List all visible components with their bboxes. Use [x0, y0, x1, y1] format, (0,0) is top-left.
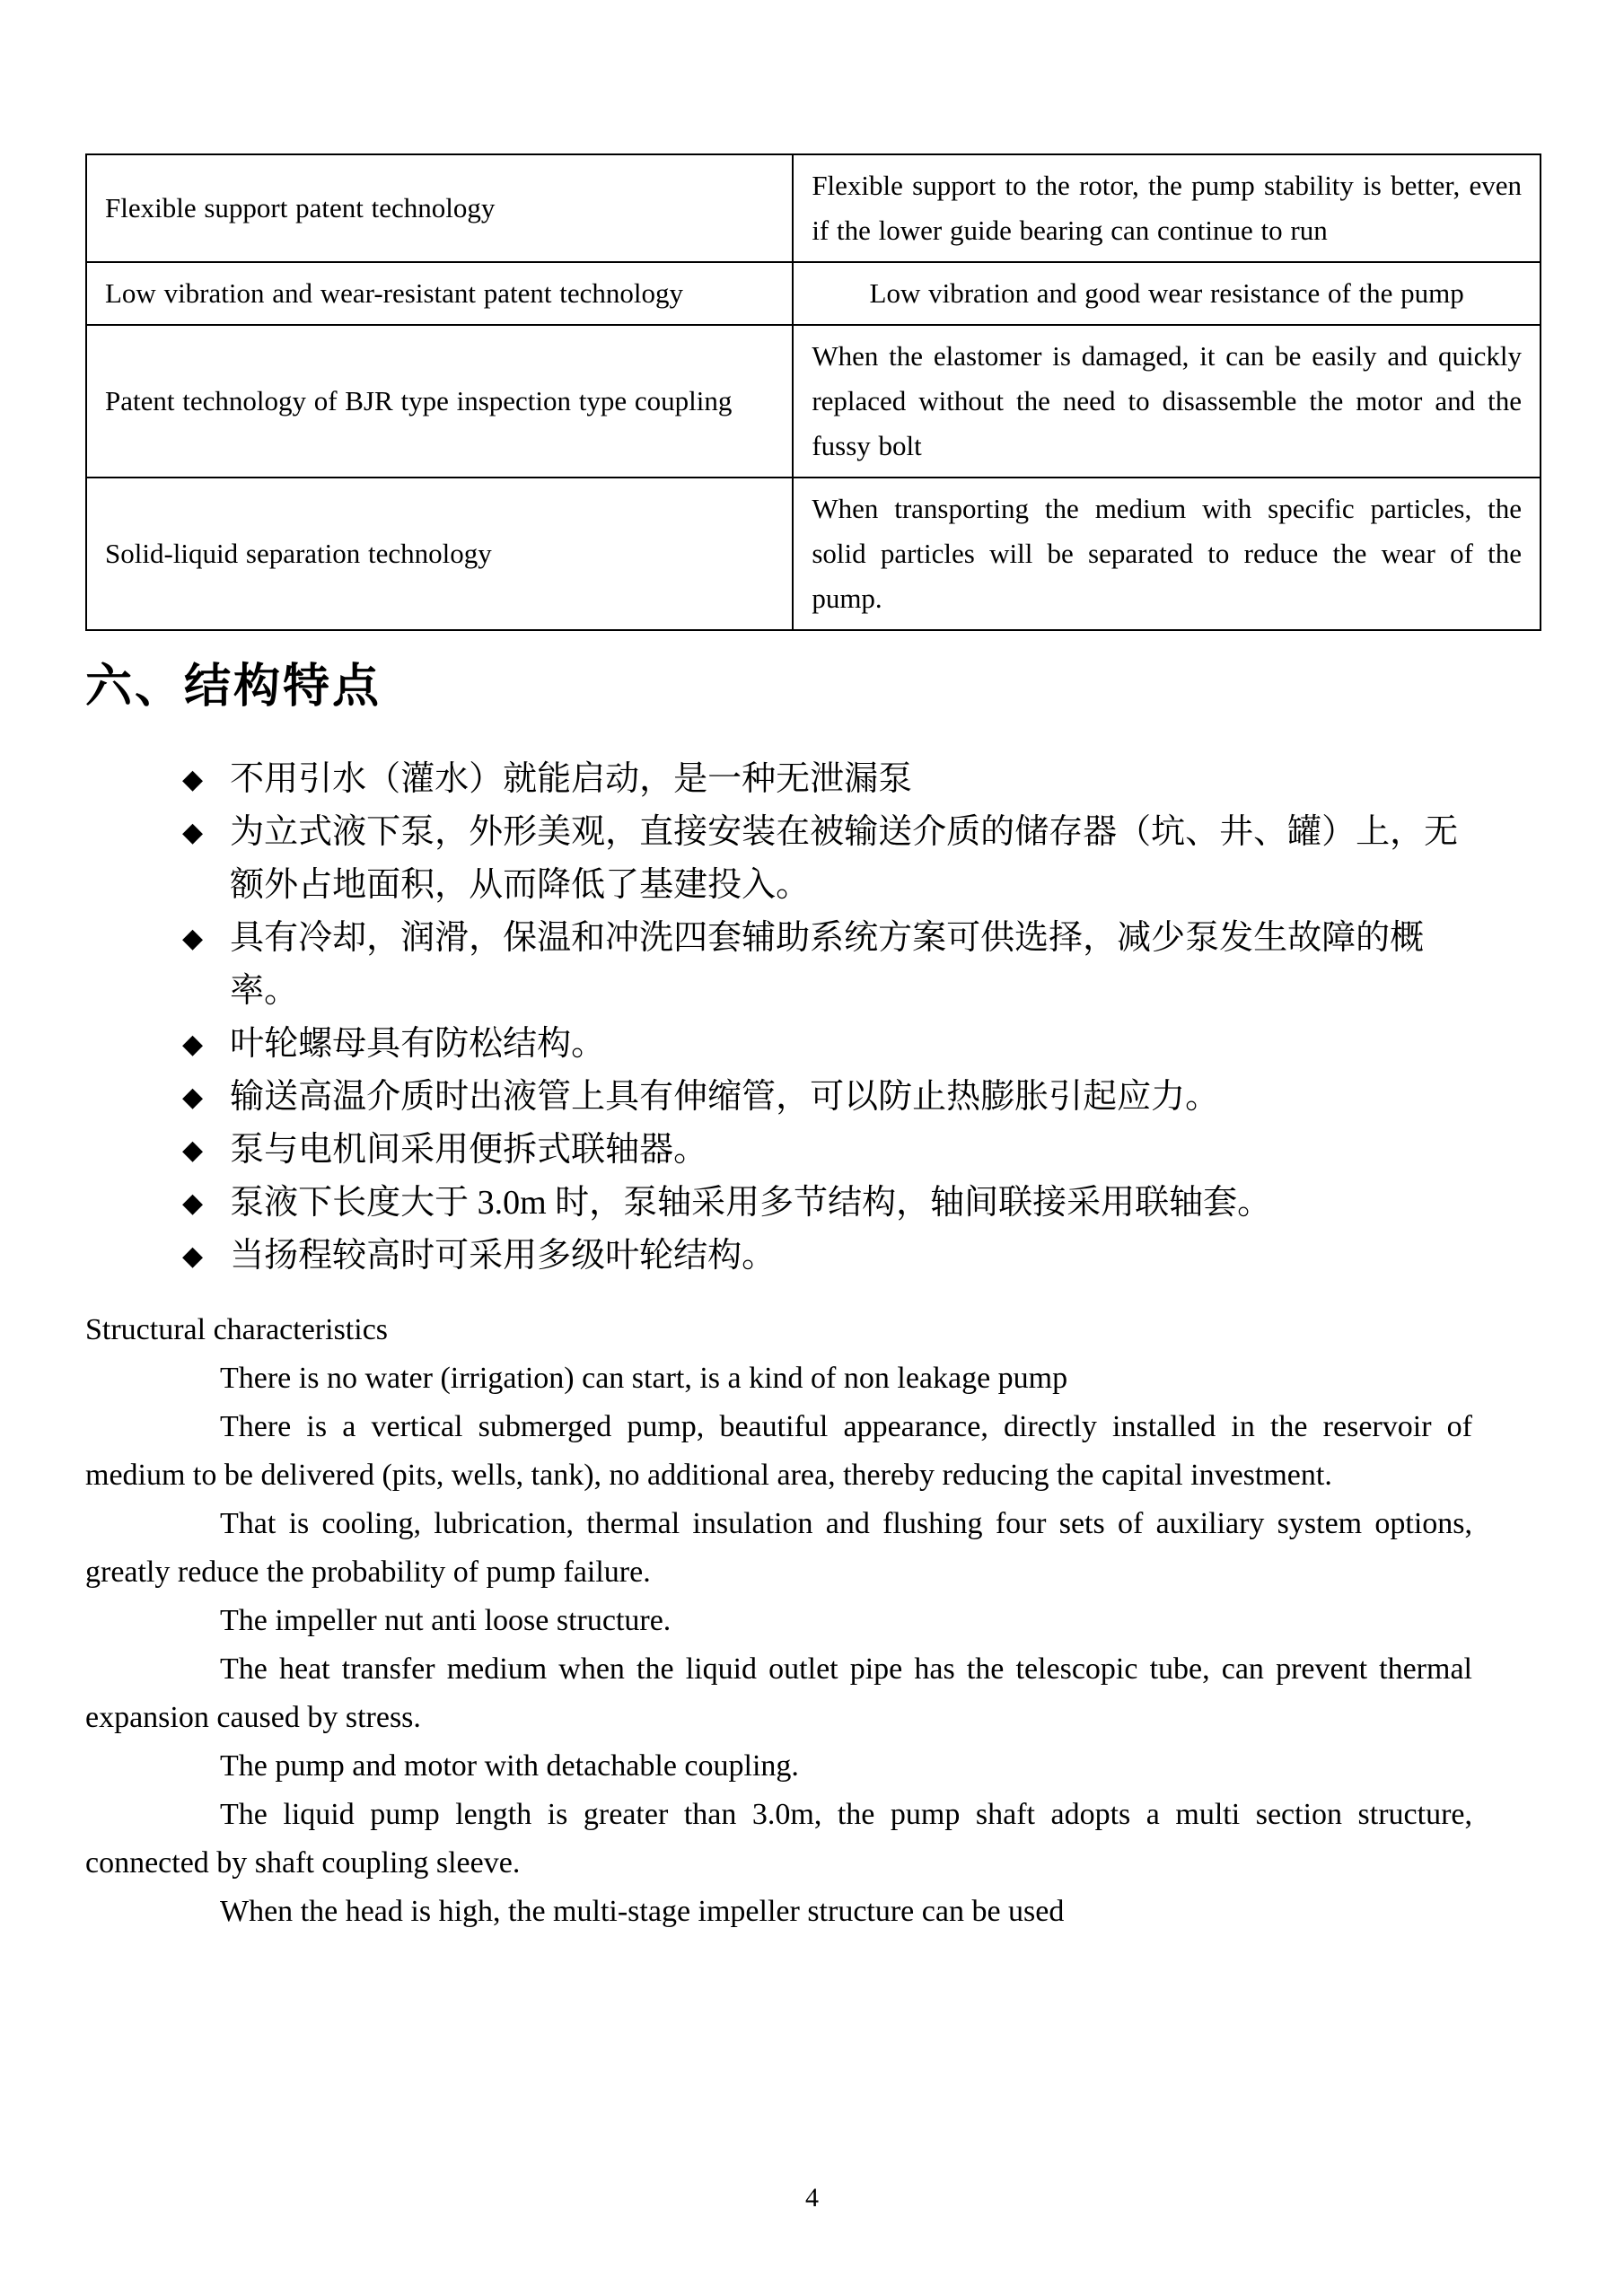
section-heading: 六、结构特点: [85, 661, 382, 713]
diamond-bullet-icon: ◆: [182, 1135, 204, 1165]
diamond-bullet-icon: ◆: [182, 1030, 204, 1059]
english-paragraph: The pump and motor with detachable coupling.: [220, 1749, 799, 1783]
bullet-text: 泵与电机间采用便拆式联轴器。: [230, 1131, 708, 1169]
english-paragraph: The liquid pump length is greater than 3.0m, the pump shaft adopts a multi section structure, connected by shaft coupling sleeve.: [85, 1798, 1472, 1880]
features-table: [85, 153, 1541, 631]
feature-description-cell: When the elastomer is damaged, it can be easily and quickly replaced without the need to disassemble the motor and the fussy bolt: [793, 325, 1541, 478]
page-number: 4: [805, 2183, 819, 2213]
feature-description-cell: Flexible support to the rotor, the pump stability is better, even if the lower guide bearing can continue to run: [793, 154, 1541, 262]
bullet-item: [85, 1230, 1624, 1283]
feature-name-cell: Low vibration and wear-resistant patent technology: [86, 262, 793, 325]
english-paragraph: When the head is high, the multi-stage impeller structure can be used: [220, 1895, 1065, 1928]
bullet-list: [85, 753, 1624, 1283]
diamond-bullet-icon: ◆: [182, 818, 204, 847]
bullet-item: [85, 1177, 1624, 1230]
english-paragraph: There is a vertical submerged pump, beautiful appearance, directly installed in the reservoir of medium to be delivered (pits, wells, tank), no additional area, thereby reducing the capital investment.: [85, 1410, 1472, 1492]
feature-name-cell: Patent technology of BJR type inspection type coupling: [86, 325, 793, 478]
diamond-bullet-icon: ◆: [182, 1082, 204, 1112]
feature-name-cell: Solid-liquid separation technology: [86, 478, 793, 630]
table-row: [86, 325, 1541, 478]
bullet-text: 不用引水（灌水）就能启动，是一种无泄漏泵: [230, 760, 913, 798]
bullet-text: 具有冷却，润滑，保温和冲洗四套辅助系统方案可供选择，减少泵发生故障的概率。: [230, 919, 1425, 1010]
bullet-text: 泵液下长度大于 3.0m 时，泵轴采用多节结构，轴间联接采用联轴套。: [230, 1184, 1272, 1222]
bullet-item: [85, 1018, 1624, 1071]
bullet-item: [85, 806, 1624, 912]
english-section: [85, 1306, 1472, 1936]
diamond-bullet-icon: ◆: [182, 924, 204, 953]
table-row: [86, 154, 1541, 262]
feature-description-cell: Low vibration and good wear resistance of the pump: [793, 262, 1541, 325]
bullet-text: 叶轮螺母具有防松结构。: [230, 1025, 606, 1063]
bullet-item: [85, 1071, 1624, 1124]
table-row: [86, 262, 1541, 325]
english-paragraph: There is no water (irrigation) can start, is a kind of non leakage pump: [220, 1362, 1068, 1395]
bullet-item: [85, 1124, 1624, 1177]
english-title: Structural characteristics: [85, 1313, 389, 1346]
bullet-text: 当扬程较高时可采用多级叶轮结构。: [230, 1237, 777, 1275]
bullet-text: 为立式液下泵，外形美观，直接安装在被输送介质的储存器（坑、井、罐）上，无额外占地面积，从而降低了基建投入。: [230, 813, 1459, 904]
diamond-bullet-icon: ◆: [182, 1188, 204, 1218]
english-paragraph: The heat transfer medium when the liquid outlet pipe has the telescopic tube, can prevent thermal expansion caused by stress.: [85, 1652, 1472, 1734]
diamond-bullet-icon: ◆: [182, 765, 204, 794]
bullet-item: [85, 912, 1624, 1018]
bullet-item: [85, 753, 1624, 806]
diamond-bullet-icon: ◆: [182, 1241, 204, 1271]
feature-name-cell: Flexible support patent technology: [86, 154, 793, 262]
english-paragraph: The impeller nut anti loose structure.: [220, 1604, 672, 1637]
bullet-text: 输送高温介质时出液管上具有伸缩管，可以防止热膨胀引起应力。: [230, 1078, 1220, 1116]
english-paragraph: That is cooling, lubrication, thermal insulation and flushing four sets of auxiliary system options, greatly reduce the probability of pump failure.: [85, 1507, 1472, 1589]
feature-description-cell: When transporting the medium with specific particles, the solid particles will be separated to reduce the wear of the pump.: [793, 478, 1541, 630]
table-row: [86, 478, 1541, 630]
